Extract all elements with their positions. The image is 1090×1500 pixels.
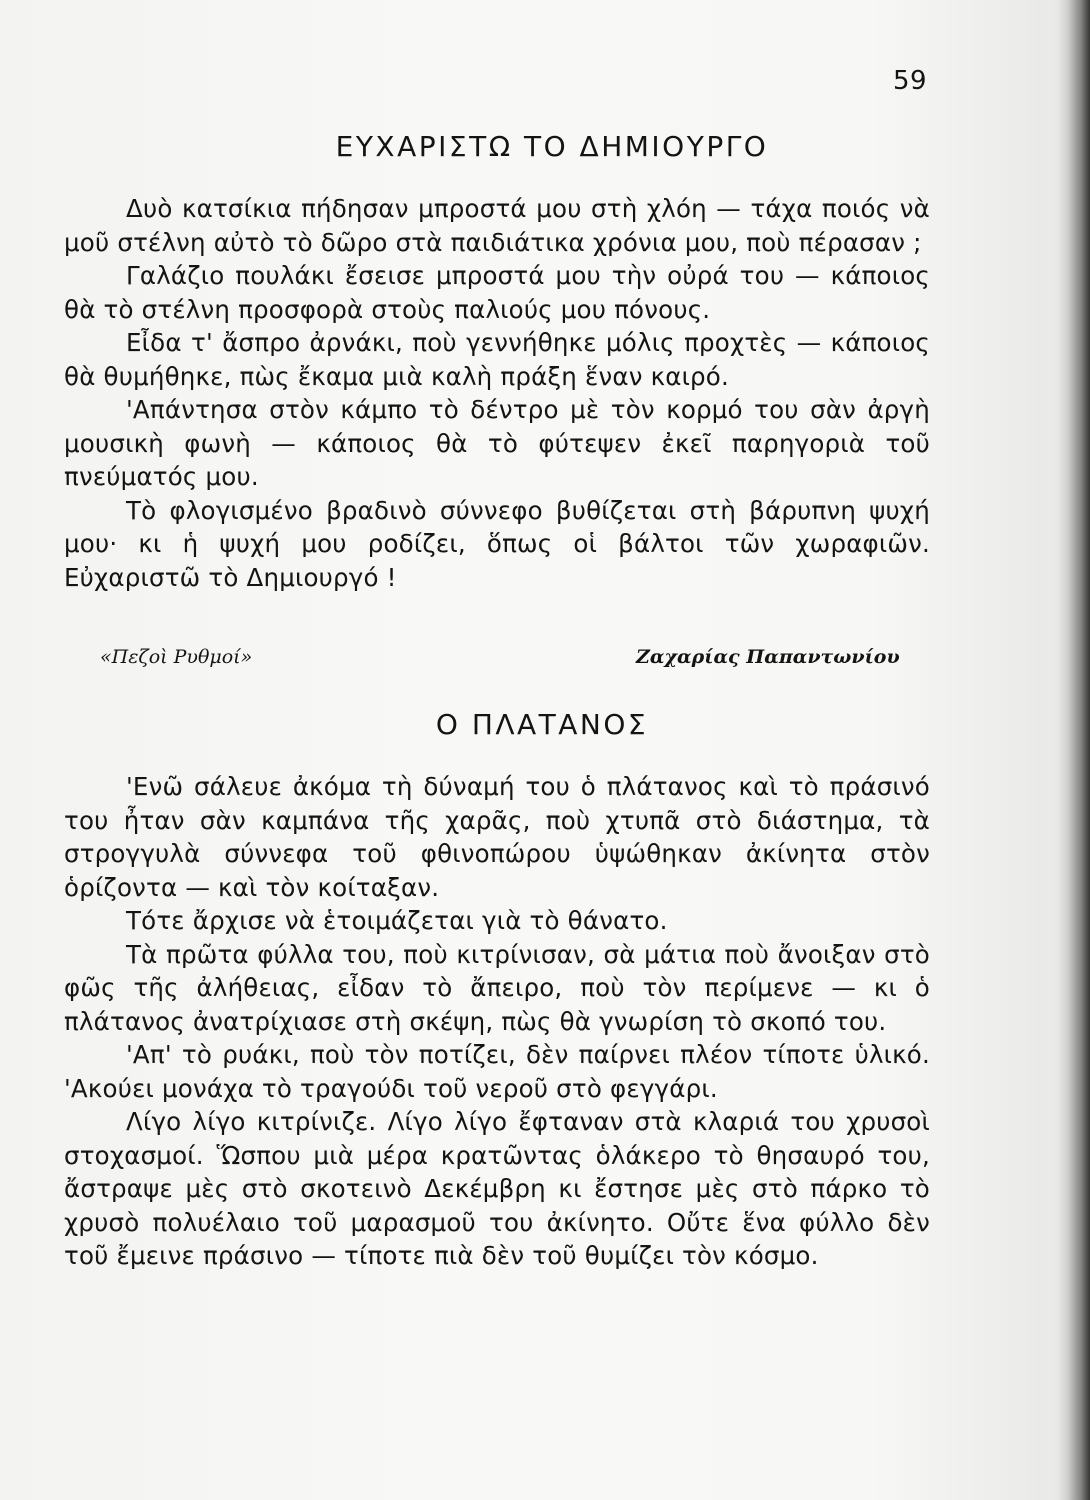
poem-1-body: [64, 192, 930, 594]
poem-2-paragraph: Τότε ἄρχισε νὰ ἑτοιμάζεται γιὰ τὸ θάνατο.: [126, 906, 668, 935]
poem-1-paragraph: Τὸ φλογισμένο βραδινὸ σύννεφο βυθίζεται στὴ βάρυπνη ψυχή μου· κι ἡ ψυχή μου ροδίζει, ὅπως οἱ βάλτοι τῶν χωραφιῶν. Εὐχαριστῶ τὸ Δημιουργό !: [64, 495, 930, 592]
poem-1-source: «Πεζοὶ Ρυθμοί»: [100, 646, 253, 668]
poem-title-2: Ο ΠΛΑΤΑΝΟΣ: [435, 708, 649, 741]
poem-title-1: ΕΥΧΑΡΙΣΤΩ ΤΟ ΔΗΜΙΟΥΡΓΟ: [335, 130, 769, 163]
poem-1-paragraph: Γαλάζιο πουλάκι ἔσεισε μπροστά μου τὴν οὐρά του — κάποιος θὰ τὸ στέλνη προσφορὰ στοὺς παλιούς μου πόνους.: [64, 261, 930, 324]
poem-2-paragraph: 'Ενῶ σάλευε ἀκόμα τὴ δύναμή του ὁ πλάτανος καὶ τὸ πράσινό του ἦταν σὰν καμπάνα τῆς χαρᾶς, ποὺ χτυπᾶ στὸ διάστημα, τὰ στρογγυλὰ σύννεφα τοῦ φθινοπώρου ὑψώθηκαν ἀκίνητα στὸν ὁρίζοντα — καὶ τὸν κοίταξαν.: [64, 772, 930, 902]
poem-1-paragraph: Εἶδα τ' ἄσπρο ἀρνάκι, ποὺ γεννήθηκε μόλις προχτὲς — κάποιος θὰ θυμήθηκε, πὼς ἔκαμα μιὰ καλὴ πράξη ἕναν καιρό.: [64, 328, 930, 391]
poem-1-paragraph: 'Απάντησα στὸν κάμπο τὸ δέντρο μὲ τὸν κορμό του σὰν ἀργὴ μουσικὴ φωνὴ — κάποιος θὰ τὸ φύτεψεν ἐκεῖ παρηγοριὰ τοῦ πνεύματός μου.: [64, 395, 930, 491]
poem-2-paragraph: Λίγο λίγο κιτρίνιζε. Λίγο λίγο ἔφταναν στὰ κλαριά του χρυσοὶ στοχασμοί. Ὥσπου μιὰ μέρα κρατῶντας ὁλάκερο τὸ θησαυρό του, ἄστραψε μὲς στὸ σκοτεινὸ Δεκέμβρη κι ἔστησε μὲς στὸ πάρκο τὸ χρυσὸ πολυέλαιο τοῦ μαρασμοῦ του ἀκίνητο. Οὔτε ἕνα φύλλο δὲν τοῦ ἔμεινε πράσινο — τίποτε πιὰ δὲν τοῦ θυμίζει τὸν κόσμο.: [64, 1107, 930, 1270]
poem-2-paragraph: 'Απ' τὸ ρυάκι, ποὺ τὸν ποτίζει, δὲν παίρνει πλέον τίποτε ὑλικό. 'Ακούει μονάχα τὸ τραγούδι τοῦ νεροῦ στὸ φεγγάρι.: [64, 1040, 930, 1103]
poem-2-paragraph: Τὰ πρῶτα φύλλα του, ποὺ κιτρίνισαν, σὰ μάτια ποὺ ἄνοιξαν στὸ φῶς τῆς ἀλήθειας, εἶδαν τὸ ἄπειρο, ποὺ τὸν περίμενε — κι ὁ πλάτανος ἀνατρίχιασε στὴ σκέψη, πὼς θὰ γνωρίση τὸ σκοπό του.: [64, 939, 930, 1036]
poem-1-author: Ζαχαρίας Παπαντωνίου: [636, 646, 900, 668]
poem-1-paragraph: Δυὸ κατσίκια πήδησαν μπροστά μου στὴ χλόη — τάχα ποιός νὰ μοῦ στέλνη αὐτὸ τὸ δῶρο στὰ παιδιάτικα χρόνια μου, ποὺ πέρασαν ;: [64, 194, 930, 257]
page-edge-shadow: [1068, 0, 1090, 1500]
poem-2-body: [64, 770, 930, 1273]
page-number: 59: [893, 66, 928, 96]
